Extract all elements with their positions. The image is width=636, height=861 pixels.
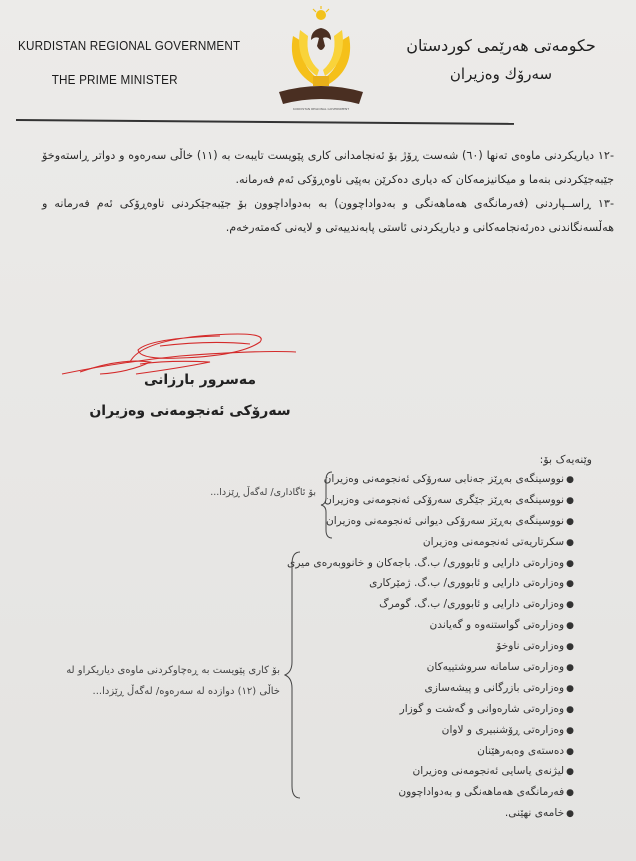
curly-brace-icon	[284, 550, 302, 800]
group1-note: بۆ ئاگاداری/ لەگەڵ ڕێزدا...	[210, 487, 316, 498]
list-item: ●خامەی نهێنی.	[504, 807, 574, 820]
decree-item-12: -١٢ دیاریکردنی ماوەی تەنها (٦٠) شەست ڕۆژ بۆ ئەنجامدانی کاری پێویست تایبەت بە (١١) خاڵی سەرەوە و دواتر ڕاستەوخۆ جێبەجێکردنی بنەما و میکانیزمەکان کە دیاری دەکرێن بەپێی ناوەڕۆکی ئەم فەرمانە.	[42, 149, 614, 186]
list-item: ●وەزارەتی گواستنەوە و گەیاندن	[429, 619, 574, 632]
list-item: ●نووسینگەی بەڕێز سەرۆکی دیوانی ئەنجومەنی وەزیران	[325, 514, 574, 527]
org-name-kurdish: حکومەتی هەرێمی کوردستان	[406, 36, 596, 55]
list-item: ●لیژنەی یاسایی ئەنجومەنی وەزیران	[412, 765, 574, 778]
header-kurdish	[386, 36, 616, 83]
list-item: ●وەزارەتی شارەوانی و گەشت و گوزار	[399, 702, 574, 715]
curly-brace-icon	[320, 470, 334, 540]
list-item: ●وەزارەتی ناوخۆ	[496, 640, 574, 653]
list-item: ●فەرمانگەی هەماهەنگی و بەدواداچوون	[398, 786, 574, 799]
list-item: ●دەستەی وەبەرهێنان	[477, 744, 574, 757]
office-title-english: THE PRIME MINISTER	[51, 72, 178, 87]
list-item: ●وەزارەتی دارایی و ئابووری/ ب.گ. باجەکان و خانووبەرەی میری	[287, 556, 574, 569]
list-item: ●نووسینگەی بەڕێز جەنابی سەرۆکی ئەنجومەنی وەزیران	[323, 473, 574, 485]
decree-item-13: -١٣ ڕاســپاردنی (فەرمانگەی هەماهەنگی و بەدواداچوون) بە بەدواداچوون بۆ جێبەجێکردنی ناوەڕۆکی ئەم فەرمانە و هەڵسەنگاندنی دەرئەنجامەکانی و دیاریکردنی ئاستی پابەندییەتی و لایەنی کەمتەرخەم.	[42, 197, 614, 234]
decree-body	[42, 144, 614, 240]
signatory-name: مەسرور بارزانی	[143, 372, 257, 388]
list-item: ●وەزارەتی دارایی و ئابووری/ ب.گ. گومرگ	[379, 598, 574, 611]
list-item: ●وەزارەتی دارایی و ئابووری/ ب.گ. ژمێرکاری	[369, 577, 574, 590]
list-item: ●سکرتاریەتی ئەنجومەنی وەزیران	[422, 535, 574, 548]
krg-emblem-icon	[273, 6, 369, 114]
list-item: ●وەزارەتی بازرگانی و پیشەسازی	[424, 681, 574, 694]
list-item: ●نووسینگەی بەڕێز جێگری سەرۆکی ئەنجومەنی وەزیران	[324, 493, 574, 506]
svg-text:KURDISTAN REGIONAL GOVERNMENT: KURDISTAN REGIONAL GOVERNMENT	[292, 107, 350, 111]
group2-note: بۆ کاری پێویست بە ڕەچاوکردنی ماوەی دیاریکراو لە خاڵی (١٢) دوازدە لە سەرەوە/ لەگەڵ ڕێزدا...	[66, 665, 280, 697]
signatory-title: سەرۆکی ئەنجومەنی وەزیران	[89, 403, 291, 419]
distribution-list	[254, 469, 574, 824]
header-english	[18, 38, 241, 87]
list-item: ●وەزارەتی ڕۆشنبیری و لاوان	[441, 723, 574, 736]
header-divider	[16, 119, 514, 124]
distribution-title: وێنەیەک بۆ:	[539, 453, 592, 466]
list-item: ●وەزارەتی سامانە سروشتییەکان	[426, 661, 574, 674]
office-title-kurdish: سەرۆك وەزیران	[449, 65, 553, 83]
org-name-english: KURDISTAN REGIONAL GOVERNMENT	[18, 38, 241, 53]
